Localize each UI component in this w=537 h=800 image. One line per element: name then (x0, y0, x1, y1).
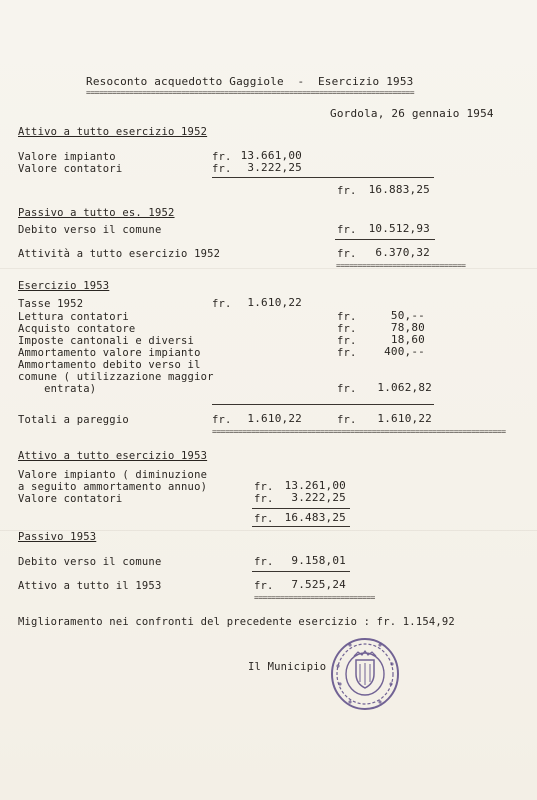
currency: fr. (337, 323, 357, 335)
currency: fr. (254, 481, 274, 493)
subtotal-rule (212, 404, 434, 405)
section-heading: Attivo a tutto esercizio 1953 (18, 450, 208, 462)
amount: 6.370,32 (375, 246, 430, 259)
currency: fr. (337, 224, 357, 236)
total-double-rule: ==================================================================== (212, 427, 506, 436)
amount: 400,-- (384, 345, 425, 358)
row-label: Valore contatori (18, 163, 123, 175)
total-amount: 16.883,25 (368, 183, 430, 196)
amount: 1.062,82 (377, 381, 432, 394)
row-label: Valore impianto ( diminuzione (18, 469, 208, 481)
improvement-line: Miglioramento nei confronti del precedente esercizio : fr. 1.154,92 (18, 616, 455, 628)
title-double-rule: ============================================================================ (86, 88, 415, 97)
section-heading: Passivo 1953 (18, 531, 97, 543)
currency: fr. (254, 556, 274, 568)
total-amount: 16.483,25 (284, 511, 346, 524)
amount: 9.158,01 (291, 554, 346, 567)
amount: 50,-- (390, 309, 425, 322)
subtotal-rule (252, 508, 350, 509)
row-label: Debito verso il comune (18, 224, 162, 236)
row-label: Valore contatori (18, 493, 123, 505)
amount: 3.222,25 (247, 161, 302, 174)
amount: 13.661,00 (240, 149, 302, 162)
row-label: Ammortamento debito verso il (18, 359, 201, 371)
amount: 1.610,22 (377, 412, 432, 425)
amount: 13.261,00 (284, 479, 346, 492)
amount: 3.222,25 (291, 491, 346, 504)
row-label: Ammortamento valore impianto (18, 347, 201, 359)
section-heading: Passivo a tutto es. 1952 (18, 207, 175, 219)
currency: fr. (337, 311, 357, 323)
currency: fr. (212, 298, 232, 310)
row-label: Tasse 1952 (18, 298, 84, 310)
municipio-signature-label: Il Municipio (248, 661, 327, 673)
currency: fr. (337, 185, 357, 197)
currency: fr. (337, 335, 357, 347)
document-title: Resoconto acquedotto Gaggiole - Esercizio 1953 (86, 75, 414, 88)
row-label: Valore impianto (18, 151, 116, 163)
currency: fr. (254, 513, 274, 525)
place-date: Gordola, 26 gennaio 1954 (330, 107, 494, 120)
subtotal-rule (252, 526, 350, 527)
subtotal-rule (212, 177, 434, 178)
subtotal-rule (335, 239, 435, 240)
row-label: Attività a tutto esercizio 1952 (18, 248, 221, 260)
amount: 1.610,22 (247, 412, 302, 425)
currency: fr. (337, 414, 357, 426)
row-label: Debito verso il comune (18, 556, 162, 568)
currency: fr. (337, 383, 357, 395)
currency: fr. (337, 347, 357, 359)
row-label: Lettura contatori (18, 311, 129, 323)
section-heading: Esercizio 1953 (18, 280, 110, 292)
row-label: Attivo a tutto il 1953 (18, 580, 162, 592)
amount: 78,80 (390, 321, 425, 334)
row-label: entrata) (18, 383, 97, 395)
row-label: Imposte cantonali e diversi (18, 335, 195, 347)
amount: 7.525,24 (291, 578, 346, 591)
row-label: Totali a pareggio (18, 414, 129, 426)
total-double-rule: ============================== (336, 261, 466, 270)
amount: 1.610,22 (247, 296, 302, 309)
row-label: a seguito ammortamento annuo) (18, 481, 208, 493)
currency: fr. (212, 151, 232, 163)
row-label: Acquisto contatore (18, 323, 136, 335)
currency: fr. (254, 493, 274, 505)
section-heading: Attivo a tutto esercizio 1952 (18, 126, 208, 138)
row-label: comune ( utilizzazione maggior (18, 371, 214, 383)
total-double-rule: ============================ (254, 593, 375, 602)
amount: 18,60 (390, 333, 425, 346)
currency: fr. (212, 414, 232, 426)
currency: fr. (254, 580, 274, 592)
subtotal-rule (252, 571, 350, 572)
currency: fr. (337, 248, 357, 260)
currency: fr. (212, 163, 232, 175)
municipal-seal-icon (330, 636, 400, 712)
amount: 10.512,93 (368, 222, 430, 235)
